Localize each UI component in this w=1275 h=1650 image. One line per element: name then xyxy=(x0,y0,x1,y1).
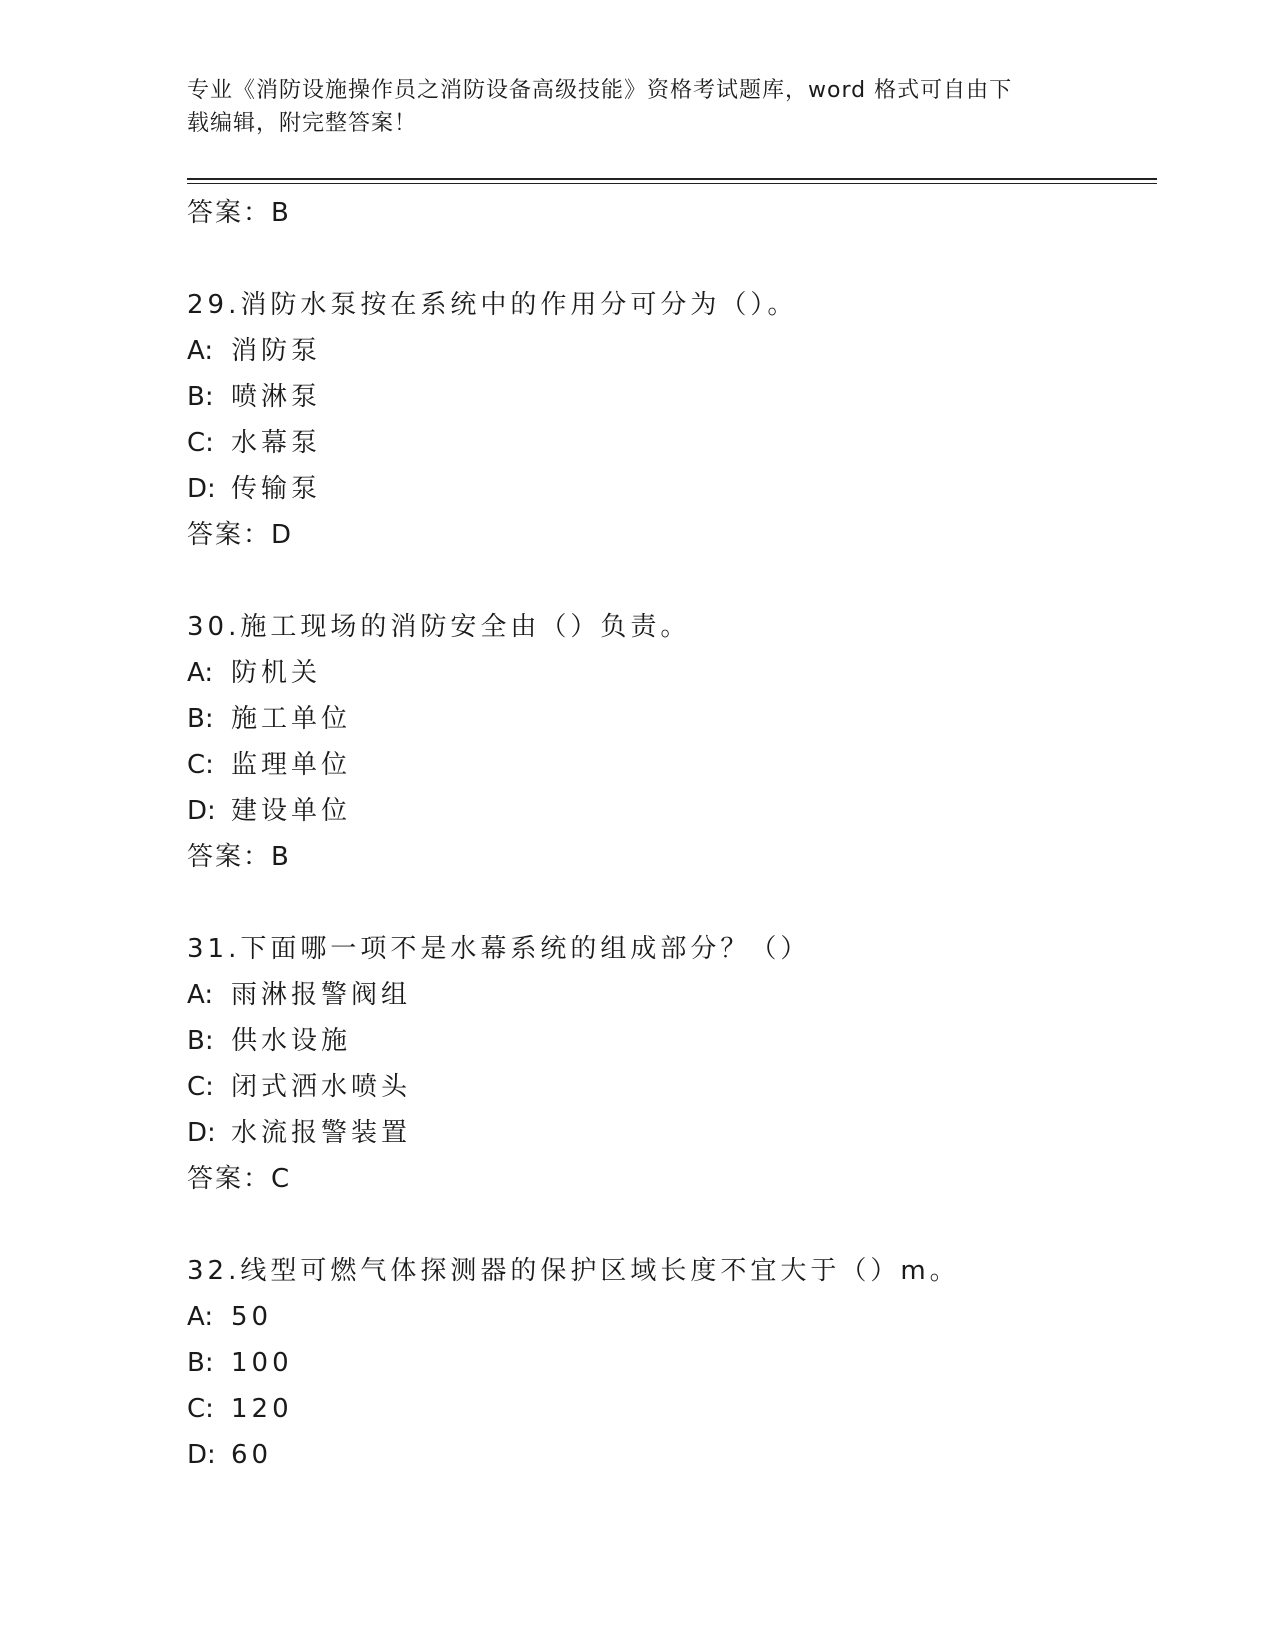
option-d xyxy=(187,1110,1157,1156)
option-a xyxy=(187,1294,1157,1340)
option-text: 消防泵 xyxy=(231,336,322,366)
option-text: 监理单位 xyxy=(231,750,352,780)
option-key: A: xyxy=(187,1302,214,1332)
option-key: B: xyxy=(187,704,214,734)
option-key: B: xyxy=(187,382,214,412)
option-c xyxy=(187,742,1157,788)
option-key: B: xyxy=(187,1026,214,1056)
option-a xyxy=(187,972,1157,1018)
option-key: D: xyxy=(187,474,216,504)
document-header xyxy=(187,74,1067,140)
option-key: C: xyxy=(187,1394,214,1424)
option-a xyxy=(187,328,1157,374)
option-key: A: xyxy=(187,336,214,366)
option-text: 施工单位 xyxy=(231,704,352,734)
option-c xyxy=(187,420,1157,466)
option-b xyxy=(187,1340,1157,1386)
option-c xyxy=(187,1386,1157,1432)
option-d xyxy=(187,466,1157,512)
answer-line: 答案：D xyxy=(187,520,294,550)
option-text: 闭式洒水喷头 xyxy=(231,1072,412,1102)
document-page xyxy=(187,0,1157,1650)
question-stem: 31.下面哪一项不是水幕系统的组成部分？（） xyxy=(187,934,811,964)
question-list xyxy=(187,190,1157,1478)
option-text: 50 xyxy=(231,1302,273,1332)
option-text: 雨淋报警阀组 xyxy=(231,980,412,1010)
option-text: 建设单位 xyxy=(231,796,352,826)
answer-line: 答案：C xyxy=(187,1164,292,1194)
option-key: D: xyxy=(187,796,216,826)
option-text: 120 xyxy=(231,1394,293,1424)
option-d xyxy=(187,1432,1157,1478)
option-text: 供水设施 xyxy=(231,1026,352,1056)
answer-line: 答案：B xyxy=(187,198,291,228)
option-key: C: xyxy=(187,428,214,458)
option-d xyxy=(187,788,1157,834)
header-line-2: 载编辑，附完整答案！ xyxy=(187,111,418,136)
option-key: B: xyxy=(187,1348,214,1378)
option-c xyxy=(187,1064,1157,1110)
option-a xyxy=(187,650,1157,696)
question-stem: 32.线型可燃气体探测器的保护区域长度不宜大于（）m。 xyxy=(187,1256,960,1286)
header-divider-thin xyxy=(187,183,1157,184)
option-text: 100 xyxy=(231,1348,293,1378)
option-key: D: xyxy=(187,1118,216,1148)
header-line-1: 专业《消防设施操作员之消防设备高级技能》资格考试题库，word 格式可自由下 xyxy=(187,78,1013,103)
option-text: 水流报警装置 xyxy=(231,1118,412,1148)
option-key: A: xyxy=(187,980,214,1010)
header-divider-thick xyxy=(187,178,1157,180)
question-stem: 29.消防水泵按在系统中的作用分可分为（）。 xyxy=(187,290,798,320)
option-text: 防机关 xyxy=(231,658,322,688)
option-text: 喷淋泵 xyxy=(231,382,322,412)
option-key: C: xyxy=(187,1072,214,1102)
option-text: 60 xyxy=(231,1440,273,1470)
option-key: A: xyxy=(187,658,214,688)
option-text: 水幕泵 xyxy=(231,428,322,458)
option-key: C: xyxy=(187,750,214,780)
option-key: D: xyxy=(187,1440,216,1470)
answer-line: 答案：B xyxy=(187,842,291,872)
option-text: 传输泵 xyxy=(231,474,322,504)
question-stem: 30.施工现场的消防安全由（）负责。 xyxy=(187,612,691,642)
option-b xyxy=(187,374,1157,420)
option-b xyxy=(187,1018,1157,1064)
option-b xyxy=(187,696,1157,742)
